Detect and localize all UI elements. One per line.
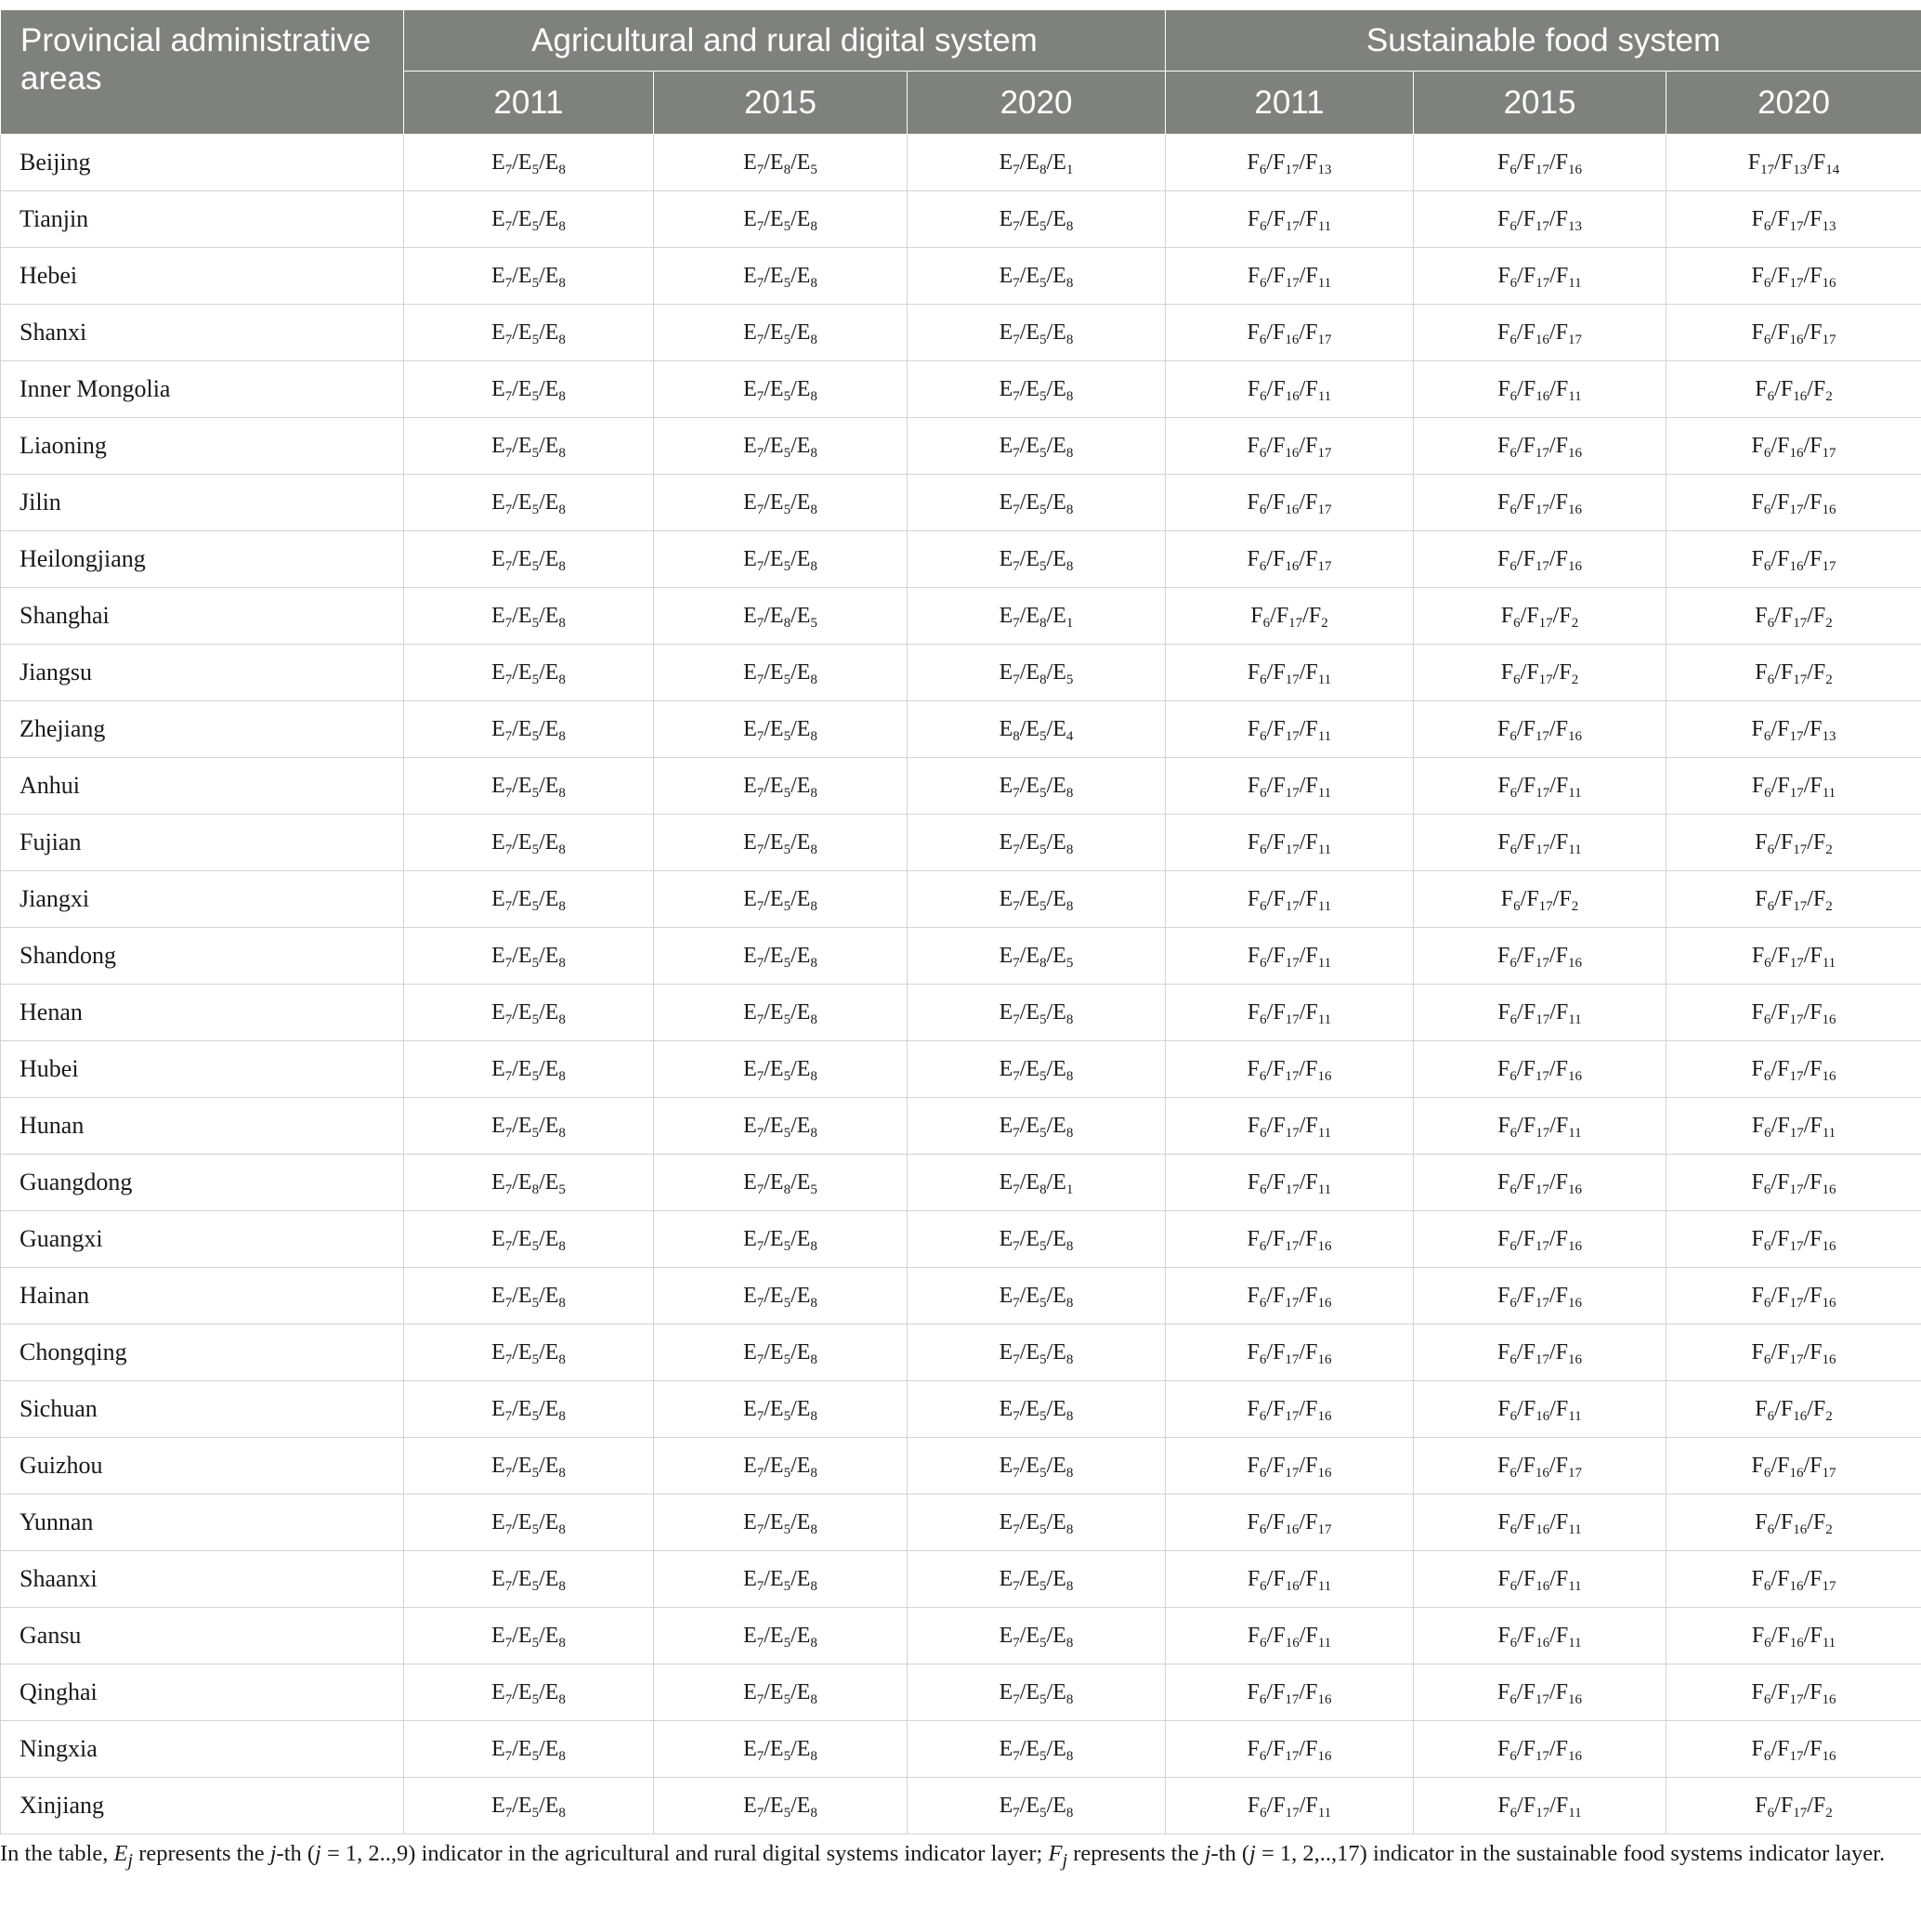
indicator-cell: $E_7/E_5/E_8$ <box>908 248 1166 305</box>
indicator-cell: $F_6/F_{17}/F_{16}$ <box>1166 1268 1414 1325</box>
area-cell: Chongqing <box>1 1325 404 1381</box>
indicator-cell: $F_6/F_{16}/F_{17}$ <box>1166 531 1414 588</box>
indicator-cell: $E_7/E_5/E_8$ <box>654 305 908 361</box>
area-cell: Hubei <box>1 1041 404 1098</box>
table-row <box>1 985 1921 1041</box>
area-cell: Liaoning <box>1 418 404 475</box>
indicator-cell: $E_7/E_5/E_8$ <box>654 1268 908 1325</box>
table-row <box>1 1438 1921 1495</box>
indicator-cell: E7/E5/E8 <box>908 1495 1166 1551</box>
table-wrapper <box>0 9 1921 1878</box>
indicator-cell: $F_6/F_{17}/F_{16}$ <box>1666 1211 1921 1268</box>
indicator-cell: $F_6/F_{17}/F_{16}$ <box>1414 475 1666 531</box>
indicator-cell: $E_7/E_5/E_8$ <box>654 871 908 928</box>
indicator-cell: $E_7/E_5/E_8$ <box>404 1268 654 1325</box>
indicator-cell: $F_6/F_{17}/F_{16}$ <box>1414 1325 1666 1381</box>
indicator-cell: $F_6/F_{17}/F_{13}$ <box>1666 701 1921 758</box>
table-row <box>1 475 1921 531</box>
indicator-cell: $F_6/F_{17}/F_{11}$ <box>1166 1155 1414 1211</box>
indicator-cell: $E_7/E_5/E_8$ <box>908 1325 1166 1381</box>
indicator-cell: $E_7/E_5/E_8$ <box>654 1325 908 1381</box>
indicator-cell: $F_6/F_{17}/F_{16}$ <box>1414 418 1666 475</box>
indicator-cell: E7/E5/E8 <box>404 1495 654 1551</box>
indicator-cell: F6/F16/F11 <box>1666 1608 1921 1664</box>
indicator-cell: E7/E5/E8 <box>654 1551 908 1608</box>
indicator-cell: E7/E5/E8 <box>404 1664 654 1721</box>
indicator-cell: $E_7/E_5/E_8$ <box>654 1438 908 1495</box>
indicator-cell: $E_7/E_5/E_8$ <box>654 1211 908 1268</box>
indicator-cell: $F_6/F_{16}/F_{11}$ <box>1166 361 1414 418</box>
indicator-cell: $F_6/F_{16}/F_{17}$ <box>1666 531 1921 588</box>
table-row <box>1 1721 1921 1778</box>
indicator-cell: $F_6/F_{17}/F_2$ <box>1414 645 1666 701</box>
indicator-cell: $E_7/E_5/E_8$ <box>908 1098 1166 1155</box>
table-row <box>1 1155 1921 1211</box>
indicator-cell: $F_6/F_{17}/F_{11}$ <box>1414 985 1666 1041</box>
indicator-cell: $E_7/E_5/E_8$ <box>654 1098 908 1155</box>
indicator-cell: $F_6/F_{17}/F_{16}$ <box>1414 1041 1666 1098</box>
indicator-cell: F6/F17/F2 <box>1666 1778 1921 1834</box>
indicator-cell: F6/F16/F11 <box>1166 1551 1414 1608</box>
indicator-cell: $E_7/E_5/E_8$ <box>404 1438 654 1495</box>
table-row <box>1 135 1921 191</box>
indicator-cell: $F_6/F_{16}/F_2$ <box>1666 1381 1921 1438</box>
indicator-cell: $F_6/F_{17}/F_{11}$ <box>1414 758 1666 815</box>
table-row <box>1 1381 1921 1438</box>
indicator-cell: E7/E5/E8 <box>404 1778 654 1834</box>
indicator-cell: $F_6/F_{17}/F_{16}$ <box>1666 1041 1921 1098</box>
year-header: 2015 <box>654 72 908 135</box>
indicator-cell: $E_7/E_5/E_8$ <box>404 1381 654 1438</box>
indicator-cell: F6/F17/F16 <box>1166 1721 1414 1778</box>
area-cell: Jiangsu <box>1 645 404 701</box>
indicator-cell: $E_7/E_5/E_8$ <box>654 191 908 248</box>
indicator-cell: $F_6/F_{17}/F_{16}$ <box>1414 1155 1666 1211</box>
indicator-cell: E7/E5/E8 <box>654 1664 908 1721</box>
indicator-cell: $F_6/F_{17}/F_{16}$ <box>1414 135 1666 191</box>
indicator-cell: E7/E5/E8 <box>404 1721 654 1778</box>
indicator-cell: $F_6/F_{17}/F_2$ <box>1166 588 1414 645</box>
indicator-cell: $E_7/E_5/E_8$ <box>908 1211 1166 1268</box>
table-row <box>1 305 1921 361</box>
indicator-cell: E7/E5/E8 <box>908 1664 1166 1721</box>
table-row <box>1 1608 1921 1664</box>
indicator-cell: $E_7/E_5/E_8$ <box>908 871 1166 928</box>
indicator-cell: $F_6/F_{17}/F_{13}$ <box>1666 191 1921 248</box>
indicator-cell: E7/E5/E8 <box>908 1721 1166 1778</box>
area-cell: Shanghai <box>1 588 404 645</box>
indicator-cell: $E_7/E_8/E_5$ <box>908 645 1166 701</box>
indicator-cell: $F_6/F_{17}/F_{11}$ <box>1166 815 1414 871</box>
table-row <box>1 588 1921 645</box>
indicator-cell: $F_6/F_{17}/F_2$ <box>1666 588 1921 645</box>
indicator-cell: $E_7/E_8/E_5$ <box>654 1155 908 1211</box>
area-cell: Jilin <box>1 475 404 531</box>
table-row <box>1 701 1921 758</box>
indicator-cell: $F_6/F_{17}/F_{11}$ <box>1166 1098 1414 1155</box>
indicator-cell: $E_7/E_5/E_8$ <box>654 1381 908 1438</box>
indicator-cell: $F_6/F_{16}/F_{17}$ <box>1666 305 1921 361</box>
indicator-cell: $E_8/E_5/E_4$ <box>908 701 1166 758</box>
indicator-cell: $E_7/E_5/E_8$ <box>404 701 654 758</box>
indicator-cell: $E_7/E_5/E_8$ <box>404 588 654 645</box>
indicator-cell: F6/F16/F17 <box>1666 1551 1921 1608</box>
indicator-cell: $E_7/E_8/E_1$ <box>908 588 1166 645</box>
indicator-cell: $E_7/E_8/E_5$ <box>654 588 908 645</box>
area-cell: Heilongjiang <box>1 531 404 588</box>
year-header: 2015 <box>1414 72 1666 135</box>
indicator-cell: $E_7/E_5/E_8$ <box>404 871 654 928</box>
indicator-cell: F6/F16/F11 <box>1414 1608 1666 1664</box>
year-header: 2020 <box>908 72 1166 135</box>
indicator-cell: $E_7/E_8/E_1$ <box>908 1155 1166 1211</box>
indicator-cell: F6/F16/F2 <box>1666 1495 1921 1551</box>
area-cell: Shandong <box>1 928 404 985</box>
indicator-cell: $E_7/E_8/E_1$ <box>908 135 1166 191</box>
indicator-cell: $E_7/E_5/E_8$ <box>404 418 654 475</box>
indicator-cell: $F_6/F_{16}/F_{17}$ <box>1414 1438 1666 1495</box>
indicator-cell: $F_6/F_{17}/F_{11}$ <box>1166 701 1414 758</box>
indicator-cell: $F_6/F_{17}/F_{16}$ <box>1666 248 1921 305</box>
indicator-cell: $F_6/F_{17}/F_{16}$ <box>1666 1155 1921 1211</box>
table-row <box>1 1495 1921 1551</box>
indicator-cell: $E_7/E_5/E_8$ <box>404 1041 654 1098</box>
area-cell: Hainan <box>1 1268 404 1325</box>
indicator-cell: $F_6/F_{16}/F_{17}$ <box>1414 305 1666 361</box>
area-cell: Inner Mongolia <box>1 361 404 418</box>
area-cell: Shanxi <box>1 305 404 361</box>
indicator-cell: $F_6/F_{17}/F_{16}$ <box>1414 1268 1666 1325</box>
indicator-cell: F6/F17/F16 <box>1414 1721 1666 1778</box>
area-cell: Zhejiang <box>1 701 404 758</box>
indicator-cell: $E_7/E_5/E_8$ <box>404 531 654 588</box>
indicator-cell: $E_7/E_5/E_8$ <box>908 418 1166 475</box>
indicator-cell: E7/E5/E8 <box>404 1608 654 1664</box>
year-header: 2020 <box>1666 72 1921 135</box>
indicator-cell: $F_6/F_{17}/F_{11}$ <box>1166 758 1414 815</box>
indicator-cell: $F_6/F_{17}/F_{16}$ <box>1166 1041 1414 1098</box>
indicator-cell: E7/E5/E8 <box>654 1608 908 1664</box>
area-cell: Guangdong <box>1 1155 404 1211</box>
indicator-cell: E7/E5/E8 <box>654 1778 908 1834</box>
indicator-cell: F6/F17/F16 <box>1166 1664 1414 1721</box>
indicator-cell: $E_7/E_5/E_8$ <box>908 191 1166 248</box>
indicator-cell: $F_6/F_{17}/F_{16}$ <box>1166 1438 1414 1495</box>
area-cell: Guangxi <box>1 1211 404 1268</box>
indicator-table <box>0 9 1921 1834</box>
indicator-cell: $F_6/F_{17}/F_2$ <box>1666 815 1921 871</box>
year-header: 2011 <box>1166 72 1414 135</box>
indicator-cell: $E_7/E_5/E_8$ <box>404 928 654 985</box>
table-row <box>1 1041 1921 1098</box>
indicator-cell: $E_7/E_5/E_8$ <box>654 758 908 815</box>
indicator-cell: $F_6/F_{16}/F_{11}$ <box>1414 1381 1666 1438</box>
indicator-cell: $F_6/F_{17}/F_{13}$ <box>1414 191 1666 248</box>
indicator-cell: $F_6/F_{17}/F_{11}$ <box>1414 248 1666 305</box>
indicator-cell: $F_6/F_{16}/F_{17}$ <box>1666 418 1921 475</box>
indicator-cell: $F_6/F_{17}/F_{11}$ <box>1166 645 1414 701</box>
table-row <box>1 645 1921 701</box>
indicator-cell: $E_7/E_5/E_8$ <box>404 305 654 361</box>
indicator-cell: $F_6/F_{17}/F_{11}$ <box>1414 815 1666 871</box>
indicator-cell: $E_7/E_5/E_8$ <box>908 305 1166 361</box>
indicator-cell: $F_6/F_{17}/F_{16}$ <box>1666 985 1921 1041</box>
table-row <box>1 1551 1921 1608</box>
indicator-cell: E7/E5/E8 <box>908 1778 1166 1834</box>
area-cell: Fujian <box>1 815 404 871</box>
indicator-cell: $E_7/E_5/E_8$ <box>654 1041 908 1098</box>
indicator-cell: $F_6/F_{17}/F_{16}$ <box>1414 531 1666 588</box>
table-row <box>1 361 1921 418</box>
table-row <box>1 928 1921 985</box>
indicator-cell: $E_7/E_5/E_8$ <box>908 1381 1166 1438</box>
indicator-cell: F6/F17/F16 <box>1666 1721 1921 1778</box>
indicator-cell: $E_7/E_5/E_8$ <box>908 531 1166 588</box>
area-cell: Beijing <box>1 135 404 191</box>
table-footnote: In the table, Ej represents the j-th (j = 1, 2..,9) indicator in the agricultural and rural digital systems indicator layer; Fj represents the j-th (j = 1, 2,..,17) indicator in the sustainable food systems indicator layer. <box>0 1841 1886 1871</box>
indicator-cell: $F_6/F_{17}/F_{16}$ <box>1666 1268 1921 1325</box>
table-row <box>1 1268 1921 1325</box>
indicator-cell: $E_7/E_5/E_8$ <box>404 1325 654 1381</box>
area-cell: Tianjin <box>1 191 404 248</box>
indicator-cell: $E_7/E_5/E_8$ <box>908 1268 1166 1325</box>
indicator-cell: F6/F17/F16 <box>1414 1664 1666 1721</box>
area-cell: Guizhou <box>1 1438 404 1495</box>
indicator-cell: E7/E5/E8 <box>908 1608 1166 1664</box>
indicator-cell: $E_7/E_5/E_8$ <box>404 361 654 418</box>
indicator-cell: $E_7/E_5/E_8$ <box>908 758 1166 815</box>
table-row <box>1 758 1921 815</box>
indicator-cell: $E_7/E_5/E_8$ <box>654 361 908 418</box>
indicator-cell: $E_7/E_5/E_8$ <box>908 815 1166 871</box>
area-cell: Gansu <box>1 1608 404 1664</box>
table-row <box>1 1098 1921 1155</box>
indicator-cell: $E_7/E_5/E_8$ <box>404 475 654 531</box>
area-cell: Hunan <box>1 1098 404 1155</box>
table-row <box>1 815 1921 871</box>
group-header-food-system: Sustainable food system <box>1166 10 1921 72</box>
indicator-cell: $E_7/E_5/E_8$ <box>404 248 654 305</box>
indicator-cell: $E_7/E_5/E_8$ <box>908 475 1166 531</box>
table-body <box>1 135 1921 1834</box>
indicator-cell: F6/F16/F11 <box>1414 1495 1666 1551</box>
indicator-cell: $F_6/F_{17}/F_{11}$ <box>1166 191 1414 248</box>
table-row <box>1 418 1921 475</box>
area-column-header: Provincial administrative areas <box>1 10 404 135</box>
indicator-cell: $F_6/F_{17}/F_2$ <box>1414 588 1666 645</box>
area-cell: Henan <box>1 985 404 1041</box>
indicator-cell: $E_7/E_5/E_8$ <box>654 248 908 305</box>
area-cell: Ningxia <box>1 1721 404 1778</box>
indicator-cell: $F_6/F_{17}/F_2$ <box>1666 645 1921 701</box>
indicator-cell: $E_7/E_5/E_8$ <box>404 985 654 1041</box>
indicator-cell: $F_6/F_{17}/F_{16}$ <box>1666 1325 1921 1381</box>
table-row <box>1 248 1921 305</box>
indicator-cell: $F_6/F_{17}/F_{16}$ <box>1166 1381 1414 1438</box>
indicator-cell: $E_7/E_5/E_8$ <box>404 135 654 191</box>
indicator-cell: $F_6/F_{16}/F_{17}$ <box>1166 418 1414 475</box>
indicator-cell: F6/F17/F11 <box>1166 1778 1414 1834</box>
table-row <box>1 1325 1921 1381</box>
indicator-cell: $F_6/F_{17}/F_{11}$ <box>1166 928 1414 985</box>
area-cell: Anhui <box>1 758 404 815</box>
indicator-cell: $F_6/F_{17}/F_{11}$ <box>1166 248 1414 305</box>
indicator-cell: $F_6/F_{16}/F_{17}$ <box>1166 305 1414 361</box>
table-row <box>1 871 1921 928</box>
indicator-cell: $F_{17}/F_{13}/F_{14}$ <box>1666 135 1921 191</box>
indicator-cell: $E_7/E_8/E_5$ <box>654 135 908 191</box>
indicator-cell: $E_7/E_5/E_8$ <box>404 191 654 248</box>
area-cell: Qinghai <box>1 1664 404 1721</box>
table-row <box>1 1778 1921 1834</box>
indicator-cell: $E_7/E_5/E_8$ <box>654 985 908 1041</box>
indicator-cell: $E_7/E_5/E_8$ <box>654 928 908 985</box>
indicator-cell: $E_7/E_8/E_5$ <box>908 928 1166 985</box>
indicator-cell: $F_6/F_{17}/F_{11}$ <box>1666 1098 1921 1155</box>
indicator-cell: $F_6/F_{17}/F_{13}$ <box>1166 135 1414 191</box>
indicator-cell: $F_6/F_{17}/F_{11}$ <box>1666 758 1921 815</box>
table-row <box>1 531 1921 588</box>
indicator-cell: $F_6/F_{17}/F_{11}$ <box>1414 1098 1666 1155</box>
indicator-cell: $F_6/F_{17}/F_{16}$ <box>1414 1211 1666 1268</box>
indicator-cell: $E_7/E_5/E_8$ <box>908 361 1166 418</box>
indicator-cell: $F_6/F_{17}/F_{11}$ <box>1166 985 1414 1041</box>
indicator-cell: $E_7/E_5/E_8$ <box>654 815 908 871</box>
table-row <box>1 1211 1921 1268</box>
indicator-cell: F6/F16/F11 <box>1414 1551 1666 1608</box>
indicator-cell: F6/F16/F11 <box>1166 1608 1414 1664</box>
indicator-cell: $E_7/E_5/E_8$ <box>404 1211 654 1268</box>
indicator-cell: $F_6/F_{17}/F_2$ <box>1414 871 1666 928</box>
group-header-digital-system: Agricultural and rural digital system <box>404 10 1166 72</box>
indicator-cell: E7/E5/E8 <box>654 1495 908 1551</box>
indicator-cell: $F_6/F_{17}/F_{16}$ <box>1414 928 1666 985</box>
indicator-cell: $E_7/E_5/E_8$ <box>908 1041 1166 1098</box>
indicator-cell: $E_7/E_5/E_8$ <box>404 815 654 871</box>
indicator-cell: F6/F17/F11 <box>1414 1778 1666 1834</box>
indicator-cell: $F_6/F_{17}/F_{16}$ <box>1166 1325 1414 1381</box>
indicator-cell: $F_6/F_{17}/F_{16}$ <box>1666 475 1921 531</box>
indicator-cell: E7/E5/E8 <box>654 1721 908 1778</box>
area-cell: Shaanxi <box>1 1551 404 1608</box>
indicator-cell: $F_6/F_{17}/F_{11}$ <box>1166 871 1414 928</box>
table-row <box>1 191 1921 248</box>
indicator-cell: $E_7/E_5/E_8$ <box>404 758 654 815</box>
indicator-cell: F6/F17/F16 <box>1666 1664 1921 1721</box>
indicator-cell: $E_7/E_5/E_8$ <box>654 475 908 531</box>
area-cell: Yunnan <box>1 1495 404 1551</box>
table-row <box>1 1664 1921 1721</box>
indicator-cell: $F_6/F_{17}/F_{16}$ <box>1414 701 1666 758</box>
year-header: 2011 <box>404 72 654 135</box>
area-cell: Hebei <box>1 248 404 305</box>
indicator-cell: $F_6/F_{17}/F_{16}$ <box>1166 1211 1414 1268</box>
indicator-cell: $F_6/F_{17}/F_2$ <box>1666 871 1921 928</box>
indicator-cell: $F_6/F_{16}/F_2$ <box>1666 361 1921 418</box>
indicator-cell: $E_7/E_5/E_8$ <box>654 701 908 758</box>
indicator-cell: $F_6/F_{16}/F_{11}$ <box>1414 361 1666 418</box>
indicator-cell: E7/E5/E8 <box>404 1551 654 1608</box>
area-cell: Jiangxi <box>1 871 404 928</box>
indicator-cell: $E_7/E_8/E_5$ <box>404 1155 654 1211</box>
indicator-cell: $E_7/E_5/E_8$ <box>908 985 1166 1041</box>
indicator-cell: $E_7/E_5/E_8$ <box>654 531 908 588</box>
indicator-cell: $E_7/E_5/E_8$ <box>404 1098 654 1155</box>
indicator-cell: $E_7/E_5/E_8$ <box>654 645 908 701</box>
indicator-cell: $F_6/F_{16}/F_{17}$ <box>1166 475 1414 531</box>
area-cell: Sichuan <box>1 1381 404 1438</box>
indicator-cell: $E_7/E_5/E_8$ <box>404 645 654 701</box>
area-cell: Xinjiang <box>1 1778 404 1834</box>
indicator-cell: $E_7/E_5/E_8$ <box>654 418 908 475</box>
indicator-cell: $F_6/F_{17}/F_{11}$ <box>1666 928 1921 985</box>
indicator-cell: $F_6/F_{16}/F_{17}$ <box>1666 1438 1921 1495</box>
indicator-cell: $E_7/E_5/E_8$ <box>908 1438 1166 1495</box>
indicator-cell: F6/F16/F17 <box>1166 1495 1414 1551</box>
indicator-cell: E7/E5/E8 <box>908 1551 1166 1608</box>
